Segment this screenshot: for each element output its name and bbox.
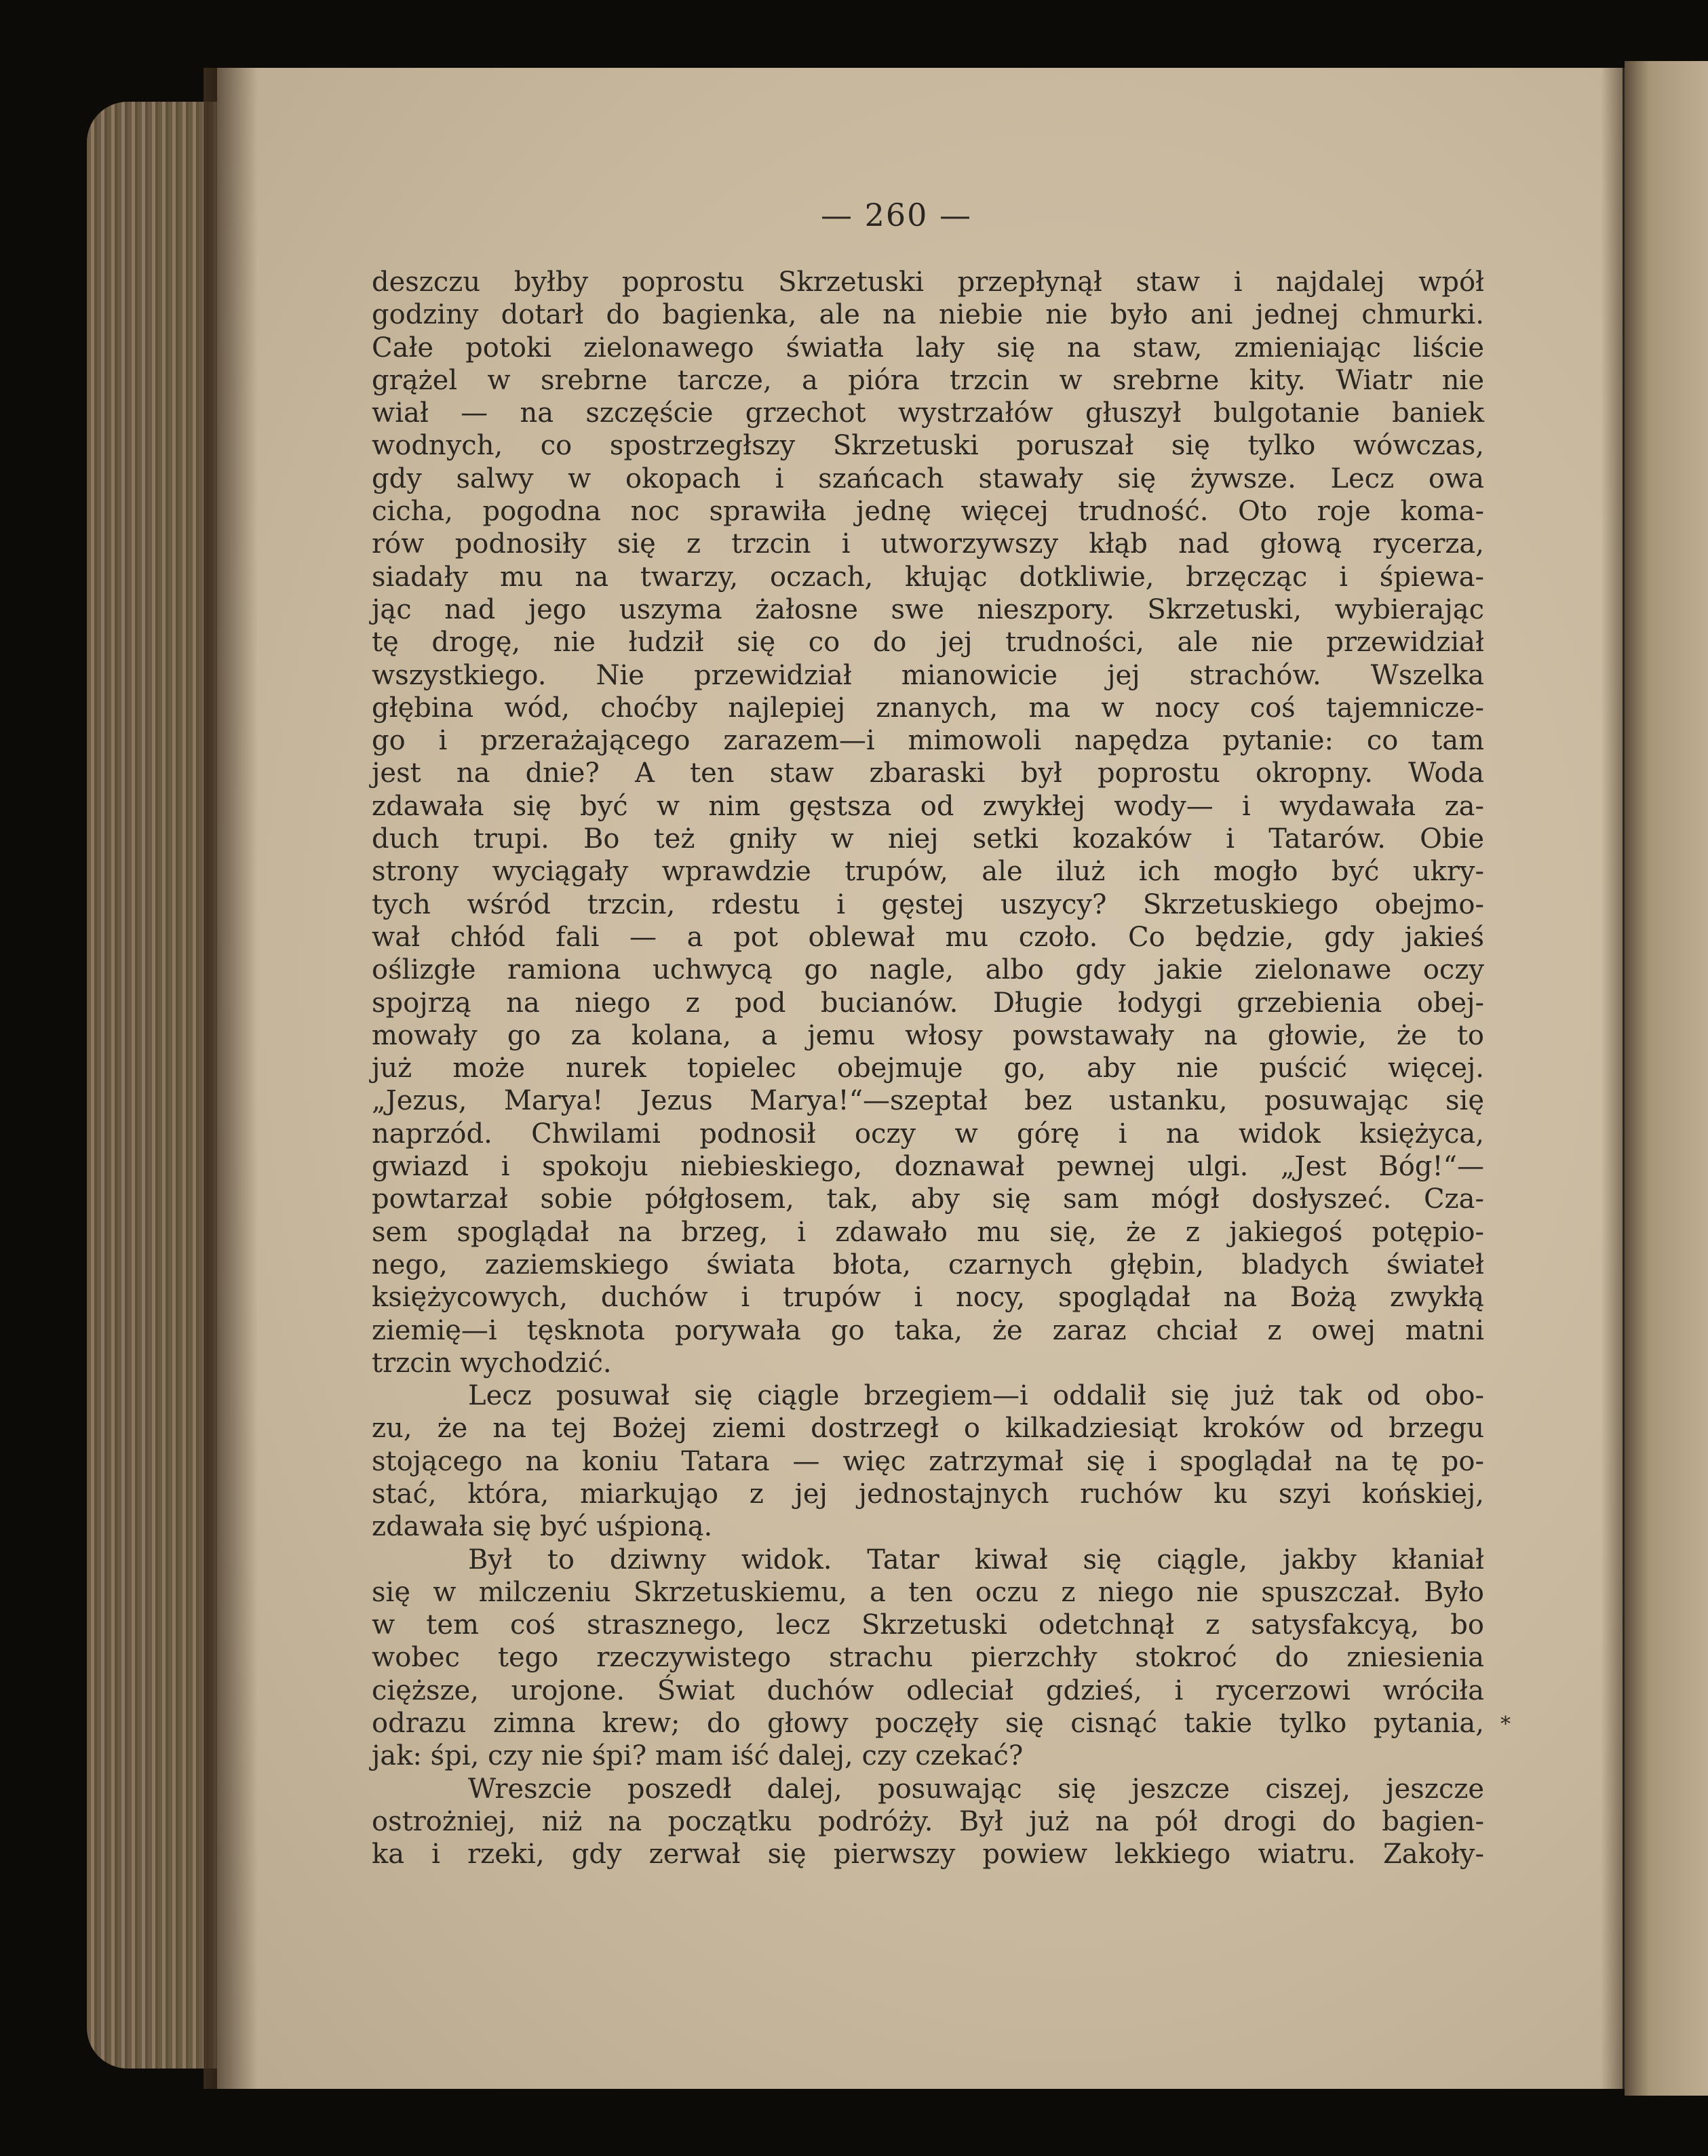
text-line: tę drogę, nie łudził się co do jej trudności, ale nie przewidział [372, 627, 1484, 659]
text-line: strony wyciągały wprawdzie trupów, ale iluż ich mogło być ukry- [372, 856, 1484, 888]
text-line: nego, zaziemskiego świata błota, czarnych głębin, bladych świateł [372, 1249, 1484, 1280]
text-line: grążel w srebrne tarcze, a pióra trzcin w srebrne kity. Wiatr nie [372, 364, 1484, 396]
text-line: powtarzał sobie półgłosem, tak, aby się sam mógł dosłyszeć. Cza- [372, 1183, 1484, 1215]
text-line: cicha, pogodna noc sprawiła jednę więcej trudność. Oto roje koma- [372, 496, 1484, 528]
text-line: już może nurek topielec obejmuje go, aby nie puścić więcej. [372, 1053, 1484, 1084]
text-line: godziny dotarł do bagienka, ale na niebie nie było ani jednej chmurki. [372, 299, 1484, 331]
text-line: cięższe, urojone. Świat duchów odleciał gdzieś, i rycerzowi wróciła [372, 1674, 1484, 1706]
text-line: ka i rzeki, gdy zerwał się pierwszy powiew lekkiego wiatru. Zakoły- [372, 1839, 1484, 1870]
page-number: — 260 — [821, 197, 973, 233]
text-line: spojrzą na niego z pod bucianów. Długie łodygi grzebienia obej- [372, 987, 1484, 1019]
text-line: jak: śpi, czy nie śpi? mam iść dalej, czy czekać? [372, 1740, 1024, 1772]
text-line: Całe potoki zielonawego światła lały się na staw, zmieniając liście [372, 332, 1484, 364]
text-line: jest na dnie? A ten staw zbaraski był poprostu okropny. Woda [372, 758, 1484, 789]
text-line: ostrożniej, niż na początku podróży. Był już na pół drogi do bagien- [372, 1805, 1484, 1837]
text-line: stać, która, miarkująo z jej jednostajnych ruchów ku szyi końskiej, [372, 1478, 1484, 1510]
text-line: zdawała się być w nim gęstsza od zwykłej wody— i wydawała za- [372, 790, 1484, 822]
text-line: „Jezus, Marya! Jezus Marya!“—szeptał bez ustanku, posuwając się [372, 1085, 1484, 1117]
text-line: deszczu byłby poprostu Skrzetuski przepłynął staw i najdalej wpół [372, 267, 1484, 298]
text-line: siadały mu na twarzy, oczach, kłując dotkliwie, brzęcząc i śpiewa- [372, 561, 1484, 593]
text-line: głębina wód, choćby najlepiej znanych, ma w nocy coś tajemnicze- [372, 692, 1484, 724]
text-line: gwiazd i spokoju niebieskiego, doznawał pewnej ulgi. „Jest Bóg!“— [372, 1151, 1484, 1183]
text-line: oślizgłe ramiona uchwycą go nagle, albo gdy jakie zielonawe oczy [372, 954, 1484, 986]
body-text [372, 266, 1484, 1871]
text-line: tych wśród trzcin, rdestu i gęstej uszycy? Skrzetuskiego obejmo- [372, 888, 1484, 920]
text-line: Lecz posuwał się ciągle brzegiem—i oddalił się już tak od obo- [468, 1380, 1484, 1412]
text-line: stojącego na koniu Tatara — więc zatrzymał się i spoglądał na tę po- [372, 1445, 1484, 1477]
text-line: go i przerażającego zarazem—i mimowoli napędza pytanie: co tam [372, 725, 1484, 757]
text-line: jąc nad jego uszyma żałosne swe nieszpory. Skrzetuski, wybierając [372, 593, 1484, 625]
text-line: ziemię—i tęsknota porywała go taka, że zaraz chciał z owej matni [372, 1314, 1484, 1346]
text-line: duch trupi. Bo też gniły w niej setki kozaków i Tatarów. Obie [372, 823, 1484, 855]
page-edge-shadow [203, 68, 258, 2089]
text-line: naprzód. Chwilami podnosił oczy w górę i na widok księżyca, [372, 1118, 1484, 1150]
text-line: Był to dziwny widok. Tatar kiwał się ciągle, jakby kłaniał [468, 1544, 1484, 1575]
text-line: zdawała się być uśpioną. [372, 1511, 713, 1543]
text-line: wszystkiego. Nie przewidział mianowicie jej strachów. Wszelka [372, 659, 1484, 691]
text-line: zu, że na tej Bożej ziemi dostrzegł o kilkadziesiąt kroków od brzegu [372, 1413, 1484, 1445]
text-line: w tem coś strasznego, lecz Skrzetuski odetchnął z satysfakcyą, bo [372, 1609, 1484, 1641]
text-line: się w milczeniu Skrzetuskiemu, a ten oczu z niego nie spuszczał. Było [372, 1576, 1484, 1608]
text-line: wiał — na szczęście grzechot wystrzałów głuszył bulgotanie baniek [372, 397, 1484, 429]
text-line: Wreszcie poszedł dalej, posuwając się jeszcze ciszej, jeszcze [468, 1773, 1484, 1805]
text-line: gdy salwy w okopach i szańcach stawały się żywsze. Lecz owa [372, 463, 1484, 494]
text-line: sem spoglądał na brzeg, i zdawało mu się, że z jakiegoś potępio- [372, 1216, 1484, 1248]
text-line: odrazu zimna krew; do głowy poczęły się cisnąć takie tylko pytania, [372, 1708, 1484, 1740]
text-line: rów podnosiły się z trzcin i utworzywszy kłąb nad głową rycerza, [372, 528, 1484, 560]
text-line: trzcin wychodzić. [372, 1347, 612, 1379]
margin-mark: * [1500, 1712, 1511, 1736]
facing-page-edge [1625, 61, 1708, 2096]
text-line: wodnych, co spostrzegłszy Skrzetuski poruszał się tylko wówczas, [372, 430, 1484, 462]
text-line: wobec tego rzeczywistego strachu pierzchły stokroć do zniesienia [372, 1642, 1484, 1674]
text-line: księżycowych, duchów i trupów i nocy, spoglądał na Bożą zwykłą [372, 1282, 1484, 1314]
text-line: wał chłód fali — a pot oblewał mu czoło. Co będzie, gdy jakieś [372, 921, 1484, 953]
text-line: mowały go za kolana, a jemu włosy powstawały na głowie, że to [372, 1019, 1484, 1051]
